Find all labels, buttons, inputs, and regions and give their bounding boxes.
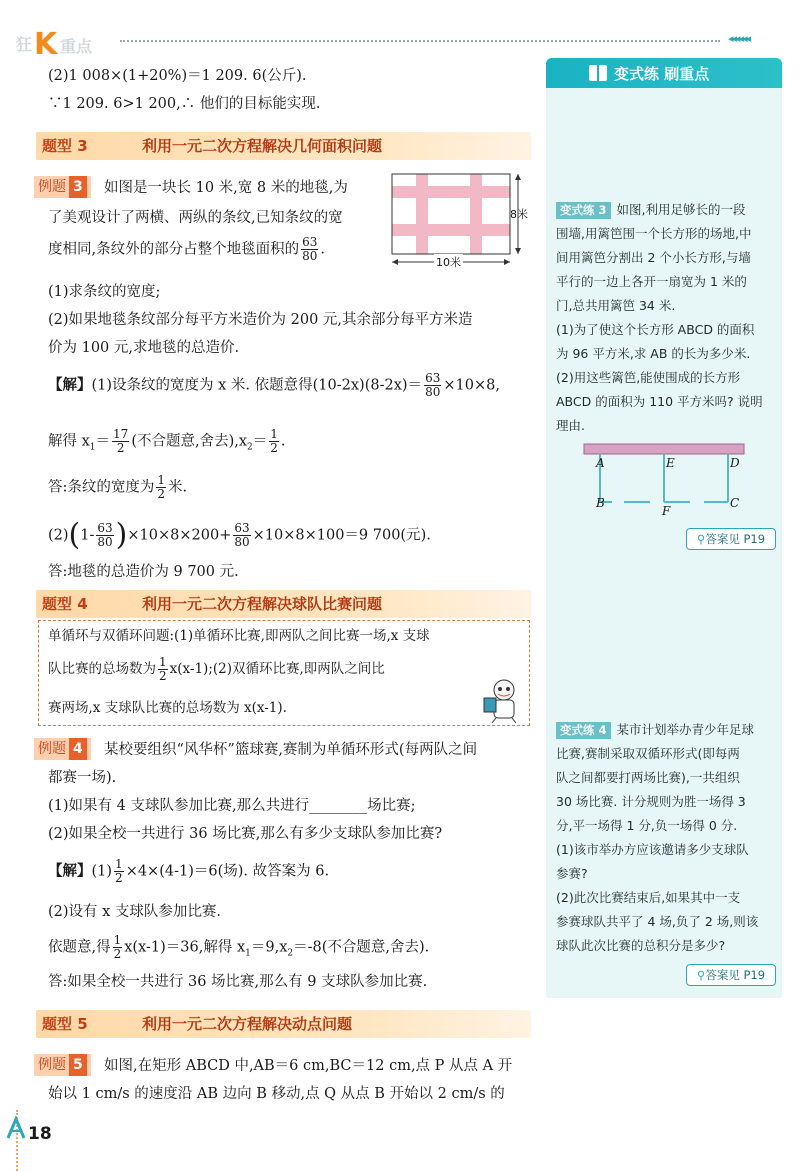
section-header-5 [36,1010,531,1038]
fig-label-b: B [596,496,605,510]
figure-label-width: 10米 [436,256,461,269]
tip-line: 赛两场,x 支球队比赛的总场数为 x(x-1). [48,700,287,716]
variant-4: 变式练 4 某市计划举办青少年足球 比赛,赛制采取双循环形式(即每两 队之间都要打两场比赛),一共组织 30 场比赛. 计分规则为胜一场得 3 分,平一场得 1 分,负一场得 0 分. (1)该市举办方应该邀请多少支球队 参赛? (2)此次比赛结束后,如果其中一支 参赛球队共平了 4 场,负了 2 场,则该 球队此次比赛的总积分是多少? [556,722,759,953]
solution-line: 依题意,得 $\frac{1}{2}$ x(x-1)＝36,解得 $x_1=9,x_2=-8$(不合题意,舍去). [48,933,430,961]
text-line: (1)如果有 4 支球队参加比赛,那么共进行________场比赛; [48,798,416,814]
svg-text:K: K [34,27,58,60]
svg-text:重点: 重点 [60,37,93,56]
header-dotted-rule [120,40,720,42]
tip-line: 队比赛的总场数为 $\frac{1}{2}$ x(x-1);(2)双循环比赛,即两队之间比 [48,655,385,683]
tip-line: 单循环与双循环问题:(1)单循环比赛,即两队之间比赛一场,x 支球 [48,628,430,644]
solution-line: 答:条纹的宽度为 $\frac{1}{2}$ 米. [48,473,188,501]
page-number: 18 [28,1124,52,1144]
solution-line: 【解】(1) $\frac{1}{2}$ ×4×(4-1)＝6(场). 故答案为 6. [48,857,330,885]
text-line: ∵1 209. 6>1 200,∴ 他们的目标能实现. [48,96,321,112]
fig-label-d: D [730,456,740,470]
key-icon: ⚲ [696,968,706,982]
example-label: 例题 3 [34,176,91,198]
book-icon [586,61,610,85]
right-panel-title: 变式练 刷重点 [614,65,710,83]
variant-label: 变式练 4 [556,722,611,739]
solution-line: 答:地毯的总造价为 9 700 元. [48,564,239,580]
text-line: 价为 100 元,求地毯的总造价. [48,340,240,356]
text-line: 了美观设计了两横、两纵的条纹,已知条纹的宽 [48,210,343,226]
right-panel-header [546,58,782,88]
section-tag: 题型 5 [42,1015,88,1033]
text-line: 度相同,条纹外的部分占整个地毯面积的 $\frac{63}{80}$ . [48,235,325,263]
answer-link-2[interactable]: ⚲答案见 P19 [686,964,776,986]
mascot-icon [482,676,526,724]
svg-text:狂: 狂 [16,35,33,54]
section-title: 利用一元二次方程解决几何面积问题 [142,137,383,155]
solution-line: (2)设有 x 支球队参加比赛. [48,904,222,920]
solution-line: 答:如果全校一共进行 36 场比赛,那么有 9 支球队参加比赛. [48,974,428,990]
variant-3: 变式练 3 如图,利用足够长的一段 围墙,用篱笆围一个长方形的场地,中 间用篱笆分割出 2 个小长方形,与墙 平行的一边上各开一扇宽为 1 米的 门,总共用篱笆 34 米. (1)为了使这个长方形 ABCD 的面积 为 96 平方米,求 AB 的长为多少米. (2)用这些篱笆,能使围成的长方形 ABCD 的面积为 110 平方米吗? 说明 理由. [556,202,763,433]
text-line: 某校要组织“风华杯”篮球赛,赛制为单循环形式(每两队之间 [104,742,478,758]
section-header-4 [36,590,531,618]
text-line: (2)如果全校一共进行 36 场比赛,那么有多少支球队参加比赛? [48,826,443,842]
example-label: 例题 4 [34,738,91,760]
text-line: (1)求条纹的宽度; [48,284,161,300]
text-line: 都赛一场). [48,770,117,786]
variant-label: 变式练 3 [556,202,611,219]
text-line: (2)如果地毯条纹部分每平方米造价为 200 元,其余部分每平方米造 [48,312,473,328]
header-arrows-icon: ◂◂◂◂◂◂ [728,32,750,45]
solution-line: (2)(1- $\frac{63}{80}$ )×10×8×200+ $\frac{63}{80}$ ×10×8×100＝9 700(元). [48,517,431,553]
example-label: 例题 5 [34,1054,91,1076]
section-title: 利用一元二次方程解决动点问题 [142,1015,353,1033]
fig-label-e: E [666,456,675,470]
text-line: (2)1 008×(1+20%)＝1 209. 6(公斤). [48,68,307,84]
section-tag: 题型 4 [42,595,88,613]
footer-a-icon [6,1116,26,1142]
section-header-3 [36,132,531,160]
header-logo [14,20,124,60]
text-line: 如图是一块长 10 米,宽 8 米的地毯,为 [104,180,348,196]
fig-label-f: F [662,504,671,518]
section-title: 利用一元二次方程解决球队比赛问题 [142,595,383,613]
solution-line: 解得 $x_1=$ $\frac{17}{2}$ (不合题意,舍去)$,x_2=$ $\frac{1}{2}$ . [48,427,286,455]
solution-line: 【解】(1)设条纹的宽度为 x 米. 依题意得(10-2x)(8-2x)＝ $\frac{63}{80}$ ×10×8, [48,371,500,399]
section-tag: 题型 3 [42,137,88,155]
figure-label-height: 8米 [510,208,528,221]
key-icon: ⚲ [696,532,706,546]
fig-label-a: A [596,456,605,470]
text-line: 如图,在矩形 ABCD 中,AB＝6 cm,BC＝12 cm,点 P 从点 A 开 [104,1058,513,1074]
text-line: 始以 1 cm/s 的速度沿 AB 边向 B 移动,点 Q 从点 B 开始以 2 cm/s 的 [48,1086,505,1102]
answer-link-1[interactable]: ⚲答案见 P19 [686,528,776,550]
fig-label-c: C [730,496,740,510]
